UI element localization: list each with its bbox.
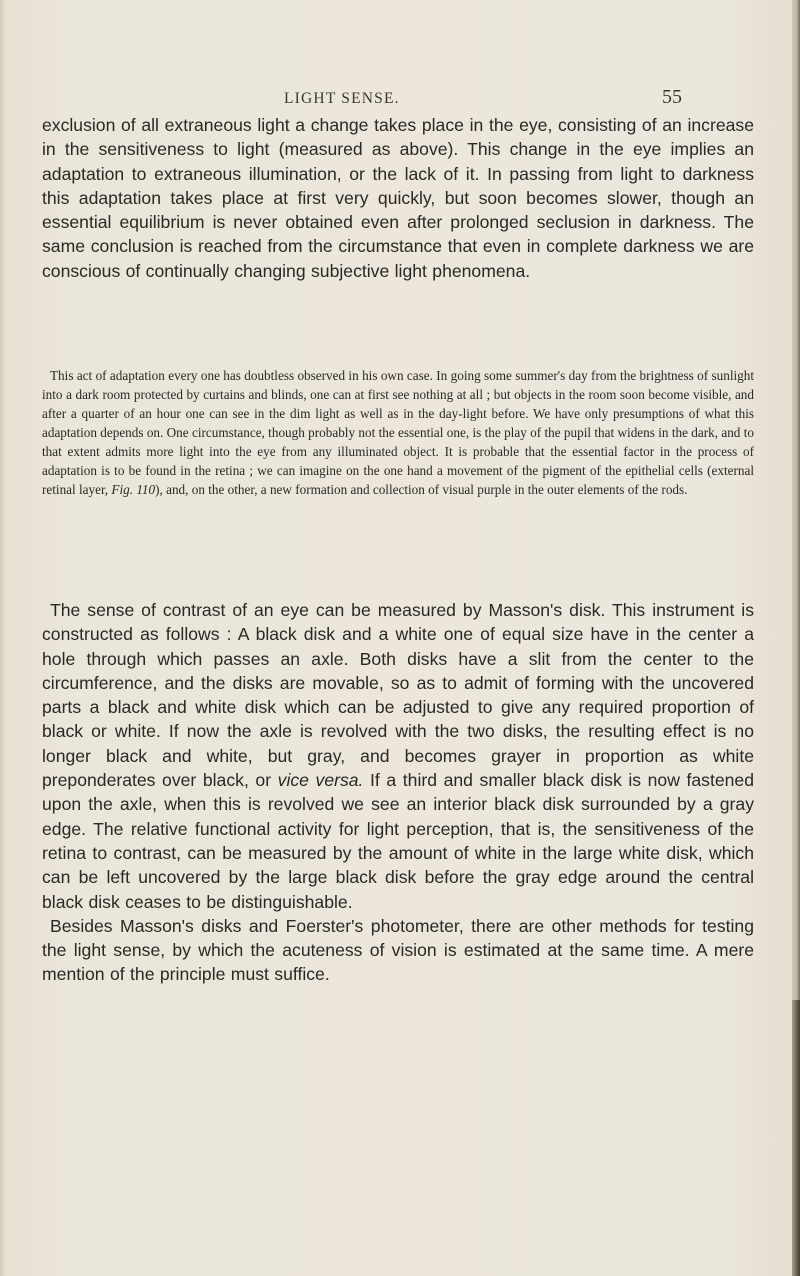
paragraph-contrast [42,598,754,987]
running-head-title: LIGHT SENSE. [284,90,400,107]
page-edge-shadow [792,1000,800,1276]
paragraph-1: exclusion of all extraneous light a change takes place in the eye, consisting of an increase in the sensitiveness to light (measured as above). This change in the eye implies an adaptation to extraneous illumination, or the lack of it. In passing from light to darkness this adaptation takes place at first very quickly, but soon becomes slower, though an essential equilibrium is never obtained even after prolonged seclusion in darkness. The same conclusion is reached from the circumstance that even in complete darkness we are conscious of continually changing subjective light phenomena. [42,115,754,281]
small-print-text-1: This act of adaptation every one has doubtless observed in his own case. In going some summer's day from the brightness of sunlight into a dark room protected by curtains and blinds, one can at first see nothing at all ; but objects in the room soon become visible, and after a quarter of an hour one can see in the dim light as well as in the day-light before. We have only presumptions of what this adaptation depends on. One circumstance, though probably not the essential one, is the play of the pupil that widens in the dark, and to that extent admits more light into the eye from any illuminated object. It is probable that the essential factor in the process of adaptation is to be found in the retina ; we can imagine on the one hand a movement of the pigment of the epithelial cells (external retinal layer, [42,368,754,497]
footnote-adaptation [42,367,754,500]
page-number: 55 [662,86,682,108]
paragraph-2-text-1: The sense of contrast of an eye can be measured by Masson's disk. This instrument is constructed as follows : A black disk and a white one of equal size have in the center a hole through which passes an axle. Both disks have a slit from the center to the circumference, and the disks are movable, so as to admit of forming with the uncovered parts a black and white disk which can be adjusted to give any required proportion of black or white. If now the axle is revolved with the two disks, the resulting effect is no longer black and white, but gray, and becomes grayer in proportion as white preponderates over black, or [42,600,754,791]
small-print-text-2: ), and, on the other, a new formation and collection of visual purple in the outer elements of the rods. [155,481,688,497]
paragraph-3: Besides Masson's disks and Foerster's photometer, there are other methods for testing the light sense, by which the acuteness of vision is estimated at the same time. A mere mention of the principle must suffice. [42,915,754,985]
paragraph-2 [42,598,754,914]
page-left-edge [0,0,6,1276]
small-print-paragraph [42,367,754,500]
latin-phrase: vice versa. [277,770,364,791]
paragraph-2-text-2: If a third and smaller black disk is now fastened upon the axle, when this is revolved we see an interior black disk surrounded by a gray edge. The relative functional activity for light perception, that is, the sensitiveness of the retina to contrast, can be measured by the amount of white in the large white disk, which can be left uncovered by the large black disk before the gray edge around the central black disk ceases to be distinguishable. [42,770,755,912]
figure-reference: Fig. 110 [111,481,156,497]
paragraph-adaptation [42,113,754,283]
